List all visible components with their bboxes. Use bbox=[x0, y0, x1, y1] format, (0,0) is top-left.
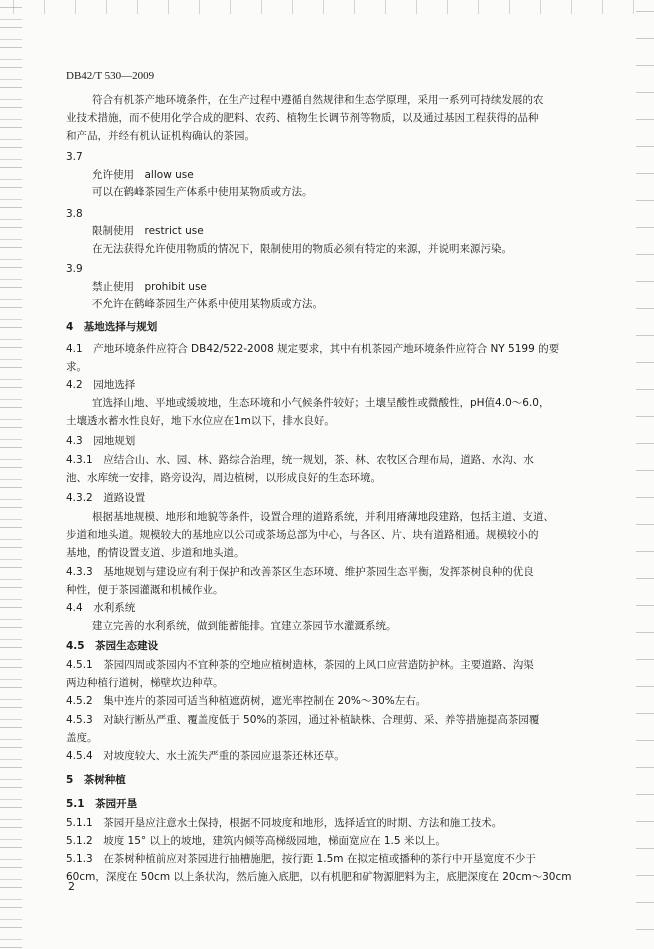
text-line: 5.1.2 坡度 15° 以上的坡地，建筑内倾等高梯级园地，梯面宽应在 1.5 米以上。 bbox=[66, 835, 446, 847]
text-line: 4.5 茶园生态建设 bbox=[66, 640, 159, 652]
text-line: 池、水库统一安排，路旁设沟，周边植树，以形成良好的生态环境。 bbox=[66, 472, 381, 484]
page-number: 2 bbox=[68, 880, 75, 893]
text-line: 和产品，并经有机认证机构确认的茶园。 bbox=[66, 130, 255, 142]
text-line: 5.1 茶园开垦 bbox=[66, 798, 138, 810]
text-line: 4.3 园地规划 bbox=[66, 435, 136, 447]
text-line: 3.9 bbox=[66, 263, 83, 275]
text-line: 符合有机茶产地环境条件，在生产过程中遵循自然规律和生态学原理，采用一系列可持续发展的农 bbox=[92, 94, 544, 106]
text-line: 盖度。 bbox=[66, 732, 98, 744]
text-line: 4.3.1 应结合山、水、园、林、路综合治理，统一规划，茶、林、农牧区合理布局，道路、水沟、水 bbox=[66, 454, 534, 466]
standard-number-header: DB42/T 530—2009 bbox=[66, 70, 155, 82]
text-line: 4.5.4 对坡度较大、水土流失严重的茶园应退茶还林还草。 bbox=[66, 750, 345, 762]
text-line: 根据基地规模、地形和地貌等条件，设置合理的道路系统，并利用瘠薄地段建路，包括主道、支道、 bbox=[92, 511, 554, 523]
text-line: 在无法获得允许使用物质的情况下，限制使用的物质必须有特定的来源，并说明来源污染。 bbox=[92, 243, 512, 255]
text-line: 4 基地选择与规划 bbox=[66, 321, 158, 333]
scan-edge-right bbox=[636, 0, 654, 949]
text-line: 可以在鹤峰茶园生产体系中使用某物质或方法。 bbox=[92, 186, 313, 198]
text-line: 5.1.1 茶园开垦应注意水土保持，根据不同坡度和地形，选择适宜的时期、方法和施工技术。 bbox=[66, 817, 503, 829]
text-line: 种性，便于茶园灌溉和机械作业。 bbox=[66, 584, 224, 596]
text-line: 4.5.1 茶园四周或茶园内不宜种茶的空地应植树造林，茶园的上风口应营造防护林。主要道路、沟渠 bbox=[66, 659, 534, 671]
text-line: 5 茶树种植 bbox=[66, 774, 126, 786]
text-line: 基地，酌情设置支道、步道和地头道。 bbox=[66, 547, 245, 559]
text-line: 土壤透水蓄水性良好，地下水位应在1m以下，排水良好。 bbox=[66, 415, 335, 427]
text-line: 3.8 bbox=[66, 208, 83, 220]
text-line: 60cm，深度在 50cm 以上条状沟，然后施入底肥，以有机肥和矿物源肥料为主，底肥深度在 20cm～30cm bbox=[66, 871, 572, 883]
text-line: 4.4 水利系统 bbox=[66, 602, 136, 614]
text-line: 步道和地头道。规模较大的基地应以公司或茶场总部为中心，与各区、片、块有道路相通。规模较小的 bbox=[66, 529, 539, 541]
text-line: 4.3.2 道路设置 bbox=[66, 492, 146, 504]
scan-edge-left bbox=[0, 0, 22, 949]
text-line: 允许使用 allow use bbox=[92, 169, 194, 181]
text-line: 宜选择山地、平地或缓坡地，生态环境和小气候条件较好；土壤呈酸性或微酸性，pH值4.0～6.0， bbox=[92, 397, 550, 409]
text-line: 4.1 产地环境条件应符合 DB42/522-2008 规定要求，其中有机茶园产地环境条件应符合 NY 5199 的要 bbox=[66, 343, 560, 355]
text-line: 求。 bbox=[66, 361, 87, 373]
text-line: 4.3.3 基地规划与建设应有利于保护和改善茶区生态环境、维护茶园生态平衡，发挥茶树良种的优良 bbox=[66, 566, 534, 578]
text-line: 3.7 bbox=[66, 151, 83, 163]
text-line: 不允许在鹤峰茶园生产体系中使用某物质或方法。 bbox=[92, 298, 323, 310]
scan-edge-top bbox=[0, 0, 654, 14]
text-line: 禁止使用 prohibit use bbox=[92, 281, 207, 293]
text-line: 4.5.2 集中连片的茶园可适当种植遮荫树，遮光率控制在 20%～30%左右。 bbox=[66, 695, 427, 707]
text-line: 建立完善的水利系统，做到能蓄能排。宜建立茶园节水灌溉系统。 bbox=[92, 620, 397, 632]
text-line: 业技术措施，而不使用化学合成的肥料、农药、植物生长调节剂等物质，以及通过基因工程获得的品种 bbox=[66, 112, 539, 124]
text-line: 5.1.3 在茶树种植前应对茶园进行抽槽施肥，按行距 1.5m 在拟定植或播种的茶行中开垦宽度不少于 bbox=[66, 853, 536, 865]
text-line: 两边种植行道树，梯壁坎边种草。 bbox=[66, 677, 224, 689]
text-line: 限制使用 restrict use bbox=[92, 225, 204, 237]
text-line: 4.5.3 对缺行断丛严重、覆盖度低于 50%的茶园，通过补植缺株、合理剪、采、养等措施提高茶园覆 bbox=[66, 714, 540, 726]
text-line: 4.2 园地选择 bbox=[66, 379, 136, 391]
